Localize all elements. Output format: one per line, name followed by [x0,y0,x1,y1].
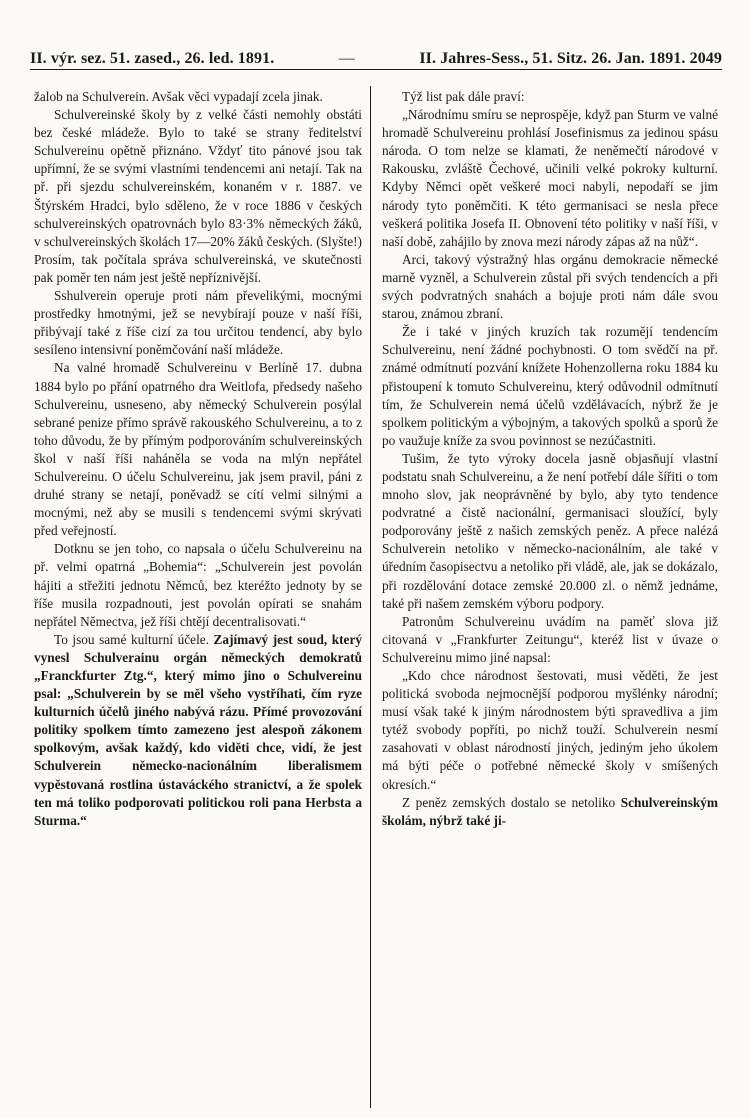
paragraph-text: To jsou samé kulturní účele. [54,631,214,647]
paragraph: Sshulverein operuje proti nám převelikými, mocnými prostředky hmotnými, jež se nevybírají pouze v naší říši, přibývají také z říše cizí za tou určitou tendencí, aby bylo sesíleno intensivní poněmčování naší mládeže. [34,288,362,358]
paragraph: Tušim, že tyto výroky docela jasně objasňují vlastní podstatu snah Schulvereinu, a že není potřebí dále šířiti o tom mnoho slov, jak neoprávněné by bylo, aby tyto tendence podvratné a čistě nacionální, germanisaci sloužící, byly podporovány ještě z našich zemských peněz. A přece nalézá Schulverein netoliko v německo-nacionálním, ale také v úředním časopisectvu a netoliko při vládě, ale, jak se dokázalo, při rozdělování dotace zemské 20.000 zl. o němž jednáme, také při našem zemském výboru podpory. [382,450,718,611]
paragraph: Že i také v jiných kruzích tak rozumějí tendencím Schulvereinu, není žádné pochybnosti. O tom svědčí na př. známé odmítnutí pozvání knížete Hohenzollerna roku 1884 ku přistoupení k tomuto Schulvereinu, který odůvodnil odmítnutí tím, že Schulverein nemá účelů vzdělávacích, nýbrž že je spolkem politickým a výbojným, a takových spolků a sporů že po vaužuje kníže za svou povinnost se nezúčastniti. [382,324,718,448]
right-column [382,88,718,830]
paragraph: Arci, takový výstražný hlas orgánu demokracie německé marně vyzněl, a Schulverein zůstal při svých tendencích a při svých podvratných snahách a bojuje proti nám dále svou starou, známou zbraní. [382,251,718,322]
paragraph: Na valné hromadě Schulvereinu v Berlíně 17. dubna 1884 bylo po přání opatrného dra Weitlofa, předsedy našeho Schulvereinu, usneseno, aby německý Schulverein posýlal sebrané penize přímo správě rakouského Schulvereinu, a to z toho důvodu, že by přímým podporováním schulvereinských škol v naší říši naháněla se voda na mlýn nepřátel Schulvereinu. O účelu Schulvereinu, jak jsem pravil, páni z druhé strany se netají, poněvadž se cítí velmi silnými a mocnými, než aby se musili s tendencemi svými skrývati před veřejností. [34,360,362,539]
column-divider [370,86,371,1108]
left-column [34,88,362,830]
header-rule [30,69,722,70]
paragraph [382,794,718,830]
paragraph: Dotknu se jen toho, co napsala o účelu Schulvereinu na př. velmi opatrná „Bohemia“: „Schulverein jest povolán hájiti a střežiti jednotu Němců, bez kteréžto jednoty by se říše musila rozpadnouti, jest povolán opírati se snahám nepřátel Němectva, jež říši chtějí decentralisovati.“ [34,541,362,629]
paragraph [34,631,362,830]
paragraph: „Národnímu smíru se neprospěje, když pan Sturm ve valné hromadě Schulvereinu prohlásí Josefinismus za jedinou spásu národa. O tom nelze se klamati, že neněmečtí národové v Rakousku, zvláště Čechové, učinili velké pokroky kulturní. Kdyby Němci opět veškeré moci nabyli, nepodaří se jim národy tyto poněmčiti. K této germanisaci se nesla přece veškerá politika Josefa II. Obnovení této politiky v naší říši, v naší době, zahájilo by znova mezi národy zápas až na nůž“. [382,107,718,249]
paragraph: Schulvereinské školy by z velké části nemohly obstáti bez české mládeže. Bylo to také se strany ředitelství Schulvereinu opětně přiznáno. Vždyť tito pánové jsou tak upřímní, že se svými vlastními tendencemi ani netají. Tak na př. při sjezdu schulvereinském, konaném v r. 1887. ve Štýrském Hradci, bylo sděleno, že v roce 1886 v českých schulvereinských opatrovnách bylo 83·3% německých žáků, v schulvereinských školách 17—20% žáků českých. (Slyšte!) Prosím, tak počítala správa schulvereinská, ve skutečnosti pak poměr ten nám jest ještě nepříznivější. [34,107,362,285]
paragraph: Týž list pak dále praví: [402,89,525,104]
paragraph-text: Z peněz zemských dostalo se netoliko [402,794,621,810]
paragraph: Patronům Schulvereinu uvádím na paměť slova již citovaná v „Frankfurter Zeitungu“, kteréž list v úvaze o Schulvereinu mimo jiné napsal: [382,613,718,665]
header-german-and-page-number: II. Jahres-Sess., 51. Sitz. 26. Jan. 1891. 2049 [419,50,722,67]
paragraph-bold-text: Schulvereinským školám, nýbrž také ji- [382,794,718,828]
page-header [30,40,722,68]
paragraph: žalob na Schulverein. Avšak věci vypadají zcela jinak. [34,89,323,104]
header-czech: II. výr. sez. 51. zased., 26. led. 1891. [30,50,275,67]
paragraph: „Kdo chce národnost šestovati, musi věděti, že jest politická svoboda nejmocnější podporou myšlénky národní; musí však také k jiným národnostem býti spravedliva a jim tytéž svobody popříti, po nichž touží. Schulverein nesmí zasahovati v oblast národností jiných, jediným jeho úkolem má býti péče o potřebné německé školy v smíšených okresích.“ [382,668,718,792]
paragraph-bold-text: Zajímavý jest soud, který vynesl Schulverainu orgán německých demokratů „Franckfurter Ztg.“, který mimo jino o Schulvereinu psal: „Schulverein by se měl všeho vystříhati, čím ryze kulturních účelů jiného nabývá rázu. Přímé provozování politiky spolkem tímto zamezeno jest alespoň zákonem spolkovým, avšak každý, kdo viděti chce, vidí, že jest Schulverein německo-nacionálním liberalismem vypěstovaná rostlina ústaváckého stranictví, a že spolek ten má toliko podporovati politickou roli pana Herbsta a Sturma.“ [34,631,362,828]
header-dash: — [338,50,355,67]
